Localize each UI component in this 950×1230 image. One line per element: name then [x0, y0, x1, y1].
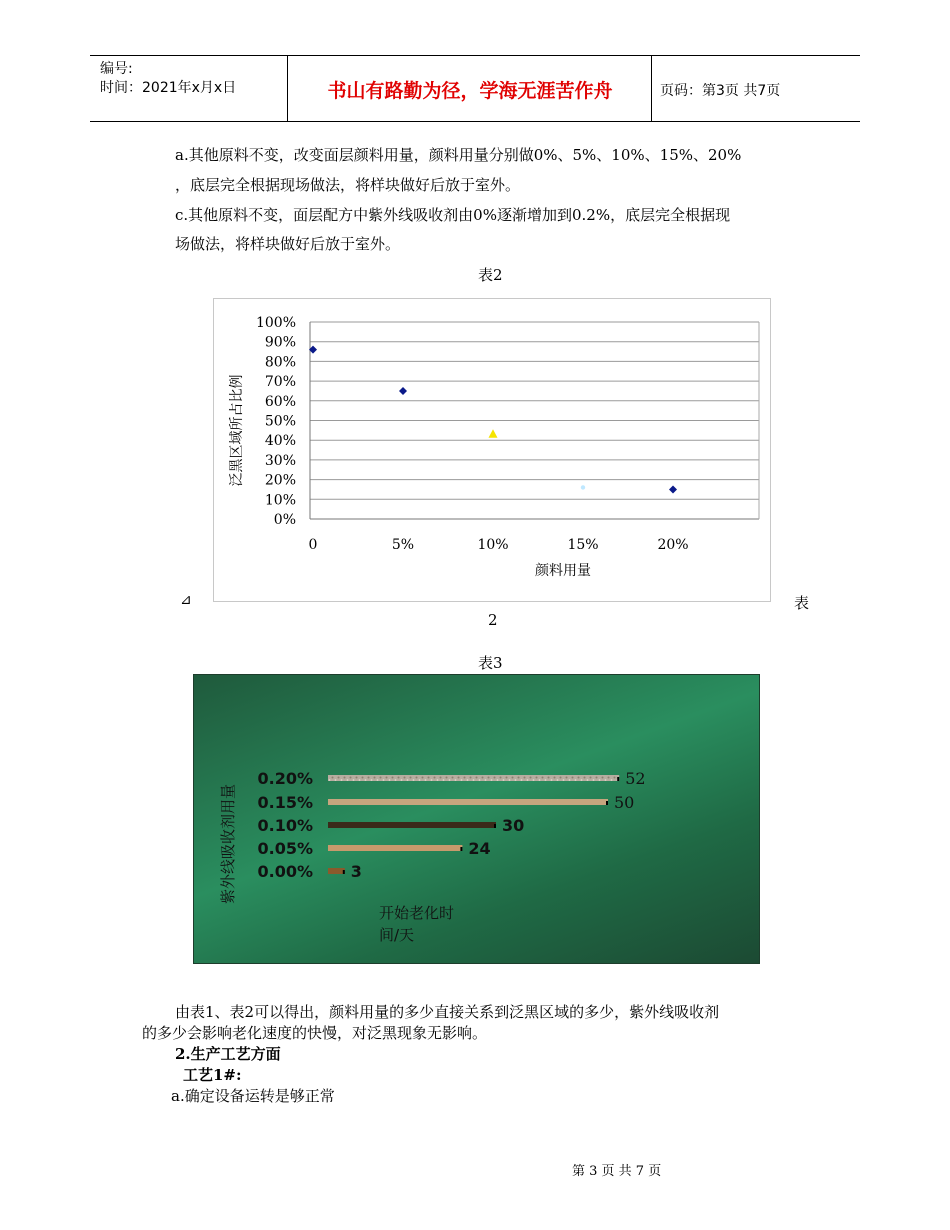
step-a: a.确定设备运转是够正常: [171, 1087, 335, 1105]
chart2-y-tick-label: 30%: [264, 452, 296, 469]
chart2-caption: 表2: [478, 266, 503, 284]
chart2-y-tick-label: 10%: [264, 492, 296, 509]
chart3-category-label: 0.10%: [257, 816, 313, 835]
header-serial-label: 编号:: [100, 61, 133, 77]
chart2-x-tick-label: 15%: [567, 537, 599, 553]
conclusion-line1: 由表1、表2可以得出，颜料用量的多少直接关系到泛黑区域的多少，紫外线吸收剂: [175, 1003, 720, 1021]
chart2-x-tick-label: 0: [308, 537, 318, 553]
chart3-category-label: 0.15%: [257, 793, 313, 812]
paragraph-a-line1: a.其他原料不变，改变面层颜料用量，颜料用量分别做0%、5%、10%、15%、20%: [175, 146, 742, 164]
paragraph-a-line2: ，底层完全根据现场做法，将样块做好后放于室外。: [175, 176, 521, 194]
page-footer: 第 3 页 共 7 页: [572, 1164, 662, 1179]
chart3-category-label: 0.20%: [257, 769, 313, 788]
chart2-y-tick-label: 80%: [264, 354, 296, 371]
chart3-category-label: 0.00%: [257, 862, 313, 881]
chart3-bar: [328, 868, 345, 874]
chart2-x-axis-label: 颜料用量: [535, 563, 591, 579]
chart2-y-tick-label: 20%: [264, 472, 296, 489]
chart2-y-tick-label: 50%: [264, 413, 296, 430]
chart3-bar: [328, 845, 462, 851]
chart3-value-label: 24: [468, 839, 491, 858]
header-divider-right: [651, 55, 652, 121]
chart3-x-axis-label-line2: 间/天: [379, 926, 415, 944]
subsection-heading: 工艺1#:: [183, 1066, 242, 1084]
header-divider-left: [287, 55, 288, 121]
chart2-scatter: [213, 298, 771, 602]
chart2-x-tick-label: 5%: [391, 537, 415, 553]
chart3-value-label: 52: [625, 769, 646, 788]
header-top-rule: [90, 55, 860, 56]
chart3-bar: [328, 775, 619, 781]
chart3-value-label: 3: [350, 862, 362, 881]
chart3-y-axis-label: 紫外线吸收剂用量: [219, 783, 237, 905]
chart3-caption: 表3: [478, 654, 503, 672]
header-motto: 书山有路勤为径，学海无涯苦作舟: [327, 80, 613, 102]
chart2-x-tick-label: 20%: [657, 537, 689, 553]
chart3-category-label: 0.05%: [257, 839, 313, 858]
chart2-data-point: [399, 387, 407, 395]
header-time-label: 时间：2021年x月x日: [100, 80, 237, 96]
chart2-y-axis-label: 泛黑区域所占比例: [229, 374, 245, 487]
chart3-bar: [328, 799, 608, 805]
chart2-y-tick-label: 70%: [264, 374, 296, 391]
chart2-y-tick-label: 90%: [264, 334, 296, 351]
chart2-y-tick-label: 60%: [264, 393, 296, 410]
chart2-side-mark: ⊿: [180, 592, 192, 608]
paragraph-c-line1: c.其他原料不变，面层配方中紫外线吸收剂由0%逐渐增加到0.2%，底层完全根据现: [175, 206, 731, 224]
chart2-y-tick-label: 100%: [255, 315, 296, 331]
chart2-y-tick-label: 40%: [264, 433, 296, 450]
chart2-data-point: [489, 429, 498, 438]
chart3-bar: [193, 674, 760, 964]
paragraph-c-line2: 场做法，将样块做好后放于室外。: [175, 235, 401, 253]
chart2-y-tick-label: 0%: [273, 512, 296, 528]
chart2-data-point: [581, 485, 585, 489]
chart3-value-label: 30: [502, 816, 525, 835]
section-heading: 2.生产工艺方面: [175, 1045, 281, 1063]
chart2-data-point: [669, 485, 677, 493]
chart3-x-axis-label-line1: 开始老化时: [379, 904, 455, 922]
chart3-bar: [328, 822, 496, 828]
header-page-info: 页码：第3页 共7页: [660, 83, 781, 99]
chart2-after-label-a: 表: [794, 594, 810, 612]
chart2-x-tick-label: 10%: [477, 537, 509, 553]
conclusion-line2: 的多少会影响老化速度的快慢，对泛黑现象无影响。: [142, 1024, 488, 1042]
chart3-value-label: 50: [614, 793, 635, 812]
chart2-after-label-b: 2: [488, 611, 498, 629]
header-bottom-rule: [90, 121, 860, 122]
